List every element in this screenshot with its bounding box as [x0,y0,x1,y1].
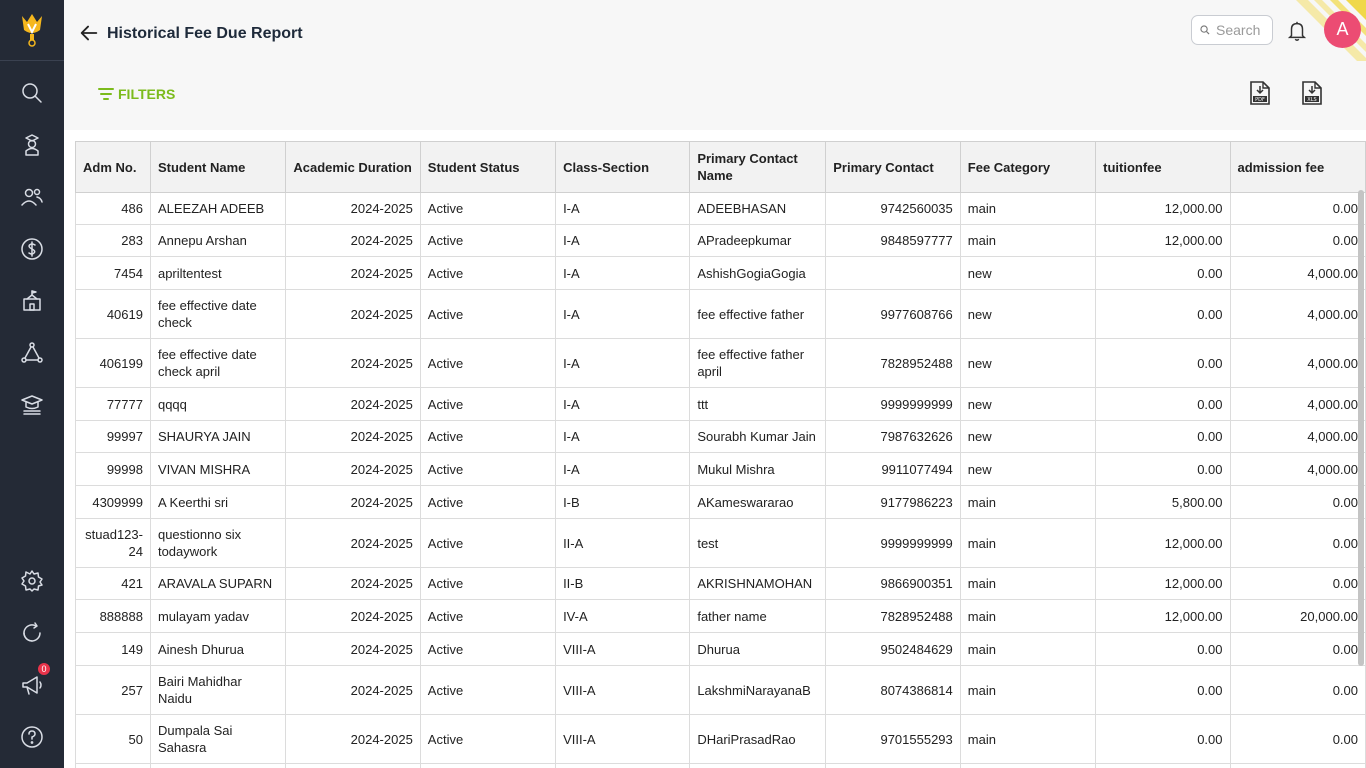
table-cell: 4,000.00 [1230,453,1366,486]
table-cell: 2024-2025 [286,715,420,764]
app-logo[interactable] [0,0,64,61]
table-cell: 0.00 [1230,225,1366,257]
table-cell: Active [420,339,555,388]
table-cell: new [960,421,1095,453]
table-cell: 0.00 [1230,568,1366,600]
table-row[interactable] [76,764,1366,768]
table-cell: mulayam yadav [150,600,285,633]
table-cell: Active [420,193,555,225]
table-cell: 9701555293 [826,715,961,764]
table-cell: Active [420,388,555,421]
table-cell: main [960,225,1095,257]
table-cell: SHAURYA JAIN [150,421,285,453]
table-cell: Active [420,519,555,568]
table-cell: 12,000.00 [1096,600,1230,633]
filters-label: FILTERS [118,86,176,102]
table-cell: Active [420,257,555,290]
table-cell: 0.00 [1096,339,1230,388]
table-cell: 2024-2025 [286,388,420,421]
table-cell: 50 [76,715,151,764]
table-cell: new [960,453,1095,486]
table-cell: 4,000.00 [1230,388,1366,421]
table-cell: Sourabh Kumar Jain [690,421,826,453]
table-cell: DHariPrasadRao [690,715,826,764]
table-cell: I-A [556,388,690,421]
fee-due-table [75,141,1366,768]
table-cell: I-A [556,339,690,388]
table-cell: 9999999999 [826,519,961,568]
top-header [64,0,1366,61]
table-cell: apriltentest [150,257,285,290]
table-cell: 0.00 [1096,666,1230,715]
table-cell: 0.00 [1096,388,1230,421]
table-row[interactable] [76,290,1366,339]
table-cell: 9911077494 [826,453,961,486]
table-cell [420,764,555,768]
table-cell: 8074386814 [826,666,961,715]
table-cell: 406199 [76,339,151,388]
table-cell: 9977608766 [826,290,961,339]
table-cell: 12,000.00 [1096,519,1230,568]
table-cell: 257 [76,666,151,715]
table-cell [826,764,961,768]
table-cell: 0.00 [1096,633,1230,666]
table-cell: main [960,600,1095,633]
table-cell: AKameswararao [690,486,826,519]
table-row[interactable] [76,568,1366,600]
table-cell: Active [420,715,555,764]
table-cell: 149 [76,633,151,666]
search-box[interactable] [1191,15,1273,45]
table-cell: I-A [556,225,690,257]
refresh-icon[interactable] [19,620,45,646]
table-cell [556,764,690,768]
column-header[interactable]: Class-Section [556,142,690,193]
table-cell: 2024-2025 [286,421,420,453]
table-cell: Annepu Arshan [150,225,285,257]
table-cell: ADEEBHASAN [690,193,826,225]
table-cell: 283 [76,225,151,257]
table-cell: Active [420,633,555,666]
table-cell: 12,000.00 [1096,193,1230,225]
table-cell: 7828952488 [826,339,961,388]
settings-gear-icon[interactable] [19,568,45,594]
table-cell: stuad123-24 [76,519,151,568]
table-row[interactable] [76,633,1366,666]
table-cell: 888888 [76,600,151,633]
table-cell: 2024-2025 [286,290,420,339]
help-icon[interactable] [19,724,45,750]
table-cell: 4,000.00 [1230,421,1366,453]
column-header[interactable]: Fee Category [960,142,1095,193]
download-pdf-icon[interactable] [1248,80,1272,106]
notification-bell-icon[interactable] [1286,20,1308,42]
table-cell: I-B [556,486,690,519]
table-cell: LakshmiNarayanaB [690,666,826,715]
table-cell: 486 [76,193,151,225]
table-cell: 20,000.00 [1230,600,1366,633]
column-header[interactable]: Primary Contact [826,142,961,193]
user-avatar[interactable]: A [1324,11,1361,48]
search-icon [1200,23,1210,37]
table-cell: main [960,519,1095,568]
table-cell: 4309999 [76,486,151,519]
graduation-icon[interactable] [19,392,45,418]
table-cell: questionno six todaywork [150,519,285,568]
column-header[interactable]: Student Status [420,142,555,193]
table-cell: 2024-2025 [286,193,420,225]
table-cell: new [960,257,1095,290]
table-cell: 2024-2025 [286,600,420,633]
table-cell: ALEEZAH ADEEB [150,193,285,225]
filter-icon [97,85,115,103]
table-cell: 40619 [76,290,151,339]
table-cell: 2024-2025 [286,568,420,600]
table-cell: father name [690,600,826,633]
search-icon[interactable] [19,80,45,106]
notification-badge: 0 [37,662,51,676]
table-cell: 2024-2025 [286,453,420,486]
table-cell: Dhurua [690,633,826,666]
column-header[interactable]: admission fee [1230,142,1366,193]
table-row[interactable] [76,225,1366,257]
table-cell: main [960,666,1095,715]
table-cell: 2024-2025 [286,257,420,290]
table-body [76,193,1366,768]
table-cell: 0.00 [1230,666,1366,715]
table-cell: I-A [556,453,690,486]
svg-text:PDF: PDF [1255,97,1265,103]
table-cell: main [960,715,1095,764]
table-cell: 0.00 [1096,715,1230,764]
sidebar [0,0,64,768]
users-icon[interactable] [19,184,45,210]
table-cell: 2024-2025 [286,225,420,257]
table-cell: A Keerthi sri [150,486,285,519]
table-cell: 0.00 [1230,519,1366,568]
table-cell: Active [420,225,555,257]
table-cell: VIII-A [556,715,690,764]
filters-button[interactable] [97,85,175,103]
table-row[interactable] [76,715,1366,764]
table-cell: Active [420,600,555,633]
table-cell: II-B [556,568,690,600]
table-row[interactable] [76,600,1366,633]
table-row[interactable] [76,339,1366,388]
table-cell: new [960,290,1095,339]
table-cell: 2024-2025 [286,633,420,666]
table-cell [286,764,420,768]
table-row[interactable] [76,453,1366,486]
table-row[interactable] [76,257,1366,290]
table-cell: Active [420,290,555,339]
table-cell: 2024-2025 [286,339,420,388]
table-cell: main [960,486,1095,519]
table-row[interactable] [76,486,1366,519]
table-cell [826,257,961,290]
table-cell: 4,000.00 [1230,257,1366,290]
table-cell: 99998 [76,453,151,486]
table-cell: Active [420,568,555,600]
report-table-container[interactable] [64,130,1366,768]
table-cell: IV-A [556,600,690,633]
table-cell: VIII-A [556,633,690,666]
table-cell: I-A [556,421,690,453]
table-cell: I-A [556,290,690,339]
table-cell: ARAVALA SUPARN [150,568,285,600]
table-cell: 0.00 [1096,290,1230,339]
table-cell: 9177986223 [826,486,961,519]
table-cell [690,764,826,768]
table-cell: 2024-2025 [286,666,420,715]
table-row[interactable] [76,421,1366,453]
table-cell: 9742560035 [826,193,961,225]
table-cell: 2024-2025 [286,519,420,568]
table-cell: fee effective date check [150,290,285,339]
table-cell [76,764,151,768]
table-cell: 0.00 [1230,715,1366,764]
table-cell: ttt [690,388,826,421]
table-cell: 77777 [76,388,151,421]
table-cell: Active [420,453,555,486]
table-cell: fee effective father [690,290,826,339]
table-cell: 7987632626 [826,421,961,453]
table-cell: Ainesh Dhurua [150,633,285,666]
back-arrow-icon[interactable] [78,22,100,44]
announcement-icon[interactable] [19,664,47,698]
table-cell: 7828952488 [826,600,961,633]
table-cell: Active [420,666,555,715]
table-row[interactable] [76,193,1366,225]
table-cell: 9502484629 [826,633,961,666]
vertical-scrollbar[interactable] [1358,190,1364,666]
table-cell: I-A [556,193,690,225]
table-cell: VIVAN MISHRA [150,453,285,486]
table-cell [1096,764,1230,768]
table-cell: II-A [556,519,690,568]
table-cell: 99997 [76,421,151,453]
table-cell: new [960,388,1095,421]
column-header[interactable]: Academic Duration [286,142,420,193]
table-cell: Mukul Mishra [690,453,826,486]
table-cell: qqqq [150,388,285,421]
school-building-icon[interactable] [19,288,45,314]
logo-icon [19,12,45,48]
table-cell: 9848597777 [826,225,961,257]
table-row[interactable] [76,519,1366,568]
table-cell: 421 [76,568,151,600]
table-cell: fee effective date check april [150,339,285,388]
table-cell: APradeepkumar [690,225,826,257]
table-cell: main [960,633,1095,666]
table-cell: 4,000.00 [1230,290,1366,339]
table-cell: 0.00 [1230,633,1366,666]
svg-text:XLS: XLS [1307,97,1317,103]
search-input[interactable] [1216,22,1272,38]
table-cell: fee effective father april [690,339,826,388]
table-cell: new [960,339,1095,388]
table-cell [1230,764,1366,768]
table-cell: test [690,519,826,568]
table-cell: 0.00 [1096,453,1230,486]
table-cell: 0.00 [1096,257,1230,290]
column-header[interactable]: tuitionfee [1096,142,1230,193]
table-cell: 9866900351 [826,568,961,600]
table-cell: 0.00 [1230,486,1366,519]
column-header[interactable]: Student Name [150,142,285,193]
table-header-row [76,142,1366,193]
table-cell: 12,000.00 [1096,225,1230,257]
table-cell: AKRISHNAMOHAN [690,568,826,600]
table-cell: Active [420,486,555,519]
table-cell: 7454 [76,257,151,290]
table-cell: Active [420,421,555,453]
fee-dollar-icon[interactable] [19,236,45,262]
table-cell: AshishGogiaGogia [690,257,826,290]
table-cell: 4,000.00 [1230,339,1366,388]
column-header[interactable]: Primary Contact Name [690,142,826,193]
table-cell: VIII-A [556,666,690,715]
student-icon[interactable] [19,132,45,158]
table-row[interactable] [76,388,1366,421]
table-cell: 0.00 [1096,421,1230,453]
table-cell: 5,800.00 [1096,486,1230,519]
table-cell [150,764,285,768]
table-cell [960,764,1095,768]
network-icon[interactable] [19,340,45,366]
table-cell: main [960,568,1095,600]
table-cell: 0.00 [1230,193,1366,225]
table-row[interactable] [76,666,1366,715]
table-cell: Bairi Mahidhar Naidu [150,666,285,715]
table-cell: 2024-2025 [286,486,420,519]
download-xls-icon[interactable] [1300,80,1324,106]
table-cell: main [960,193,1095,225]
page-title: Historical Fee Due Report [107,25,303,42]
table-cell: 12,000.00 [1096,568,1230,600]
table-cell: I-A [556,257,690,290]
table-cell: 9999999999 [826,388,961,421]
column-header[interactable]: Adm No. [76,142,151,193]
table-cell: Dumpala Sai Sahasra [150,715,285,764]
